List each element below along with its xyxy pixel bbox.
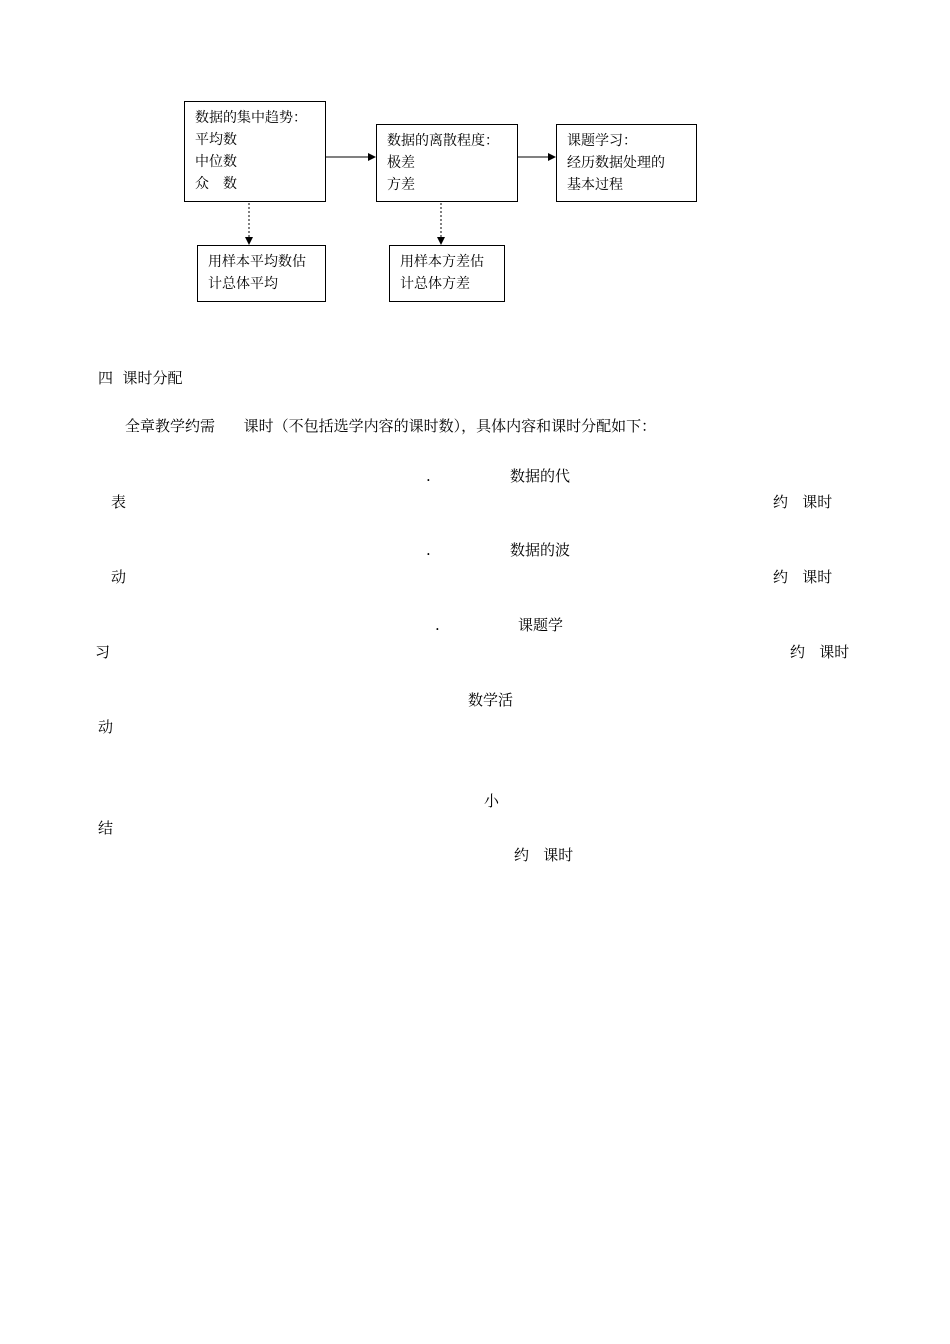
- schedule-item-title-cont: 动: [111, 568, 127, 586]
- box-estimate-variance-line: 用样本方差估: [400, 254, 484, 270]
- schedule-item-hours: 约 课时: [773, 493, 833, 511]
- box-central-tendency: [184, 101, 326, 202]
- box-dispersion-title: 数据的离散程度：: [387, 133, 499, 149]
- schedule-item-title-cont: 习: [95, 643, 111, 661]
- schedule-item-title: 数据的波: [510, 541, 571, 559]
- box-estimate-variance-line: 计总体方差: [400, 276, 470, 292]
- schedule-item-title: 小: [484, 792, 500, 810]
- box-estimate-variance: [389, 245, 505, 302]
- box-estimate-mean-line: 用样本平均数估: [208, 254, 306, 270]
- box-dispersion-item: 极差: [387, 155, 415, 171]
- section-intro: 全章教学约需 课时（不包括选学内容的课时数），具体内容和课时分配如下：: [125, 417, 657, 435]
- schedule-item-title: 数学活: [468, 691, 514, 709]
- box-topic-study: [556, 124, 697, 202]
- schedule-item-hours: 约 课时: [514, 846, 574, 864]
- schedule-item-title-cont: 表: [111, 493, 127, 511]
- schedule-item-title: 课题学: [518, 616, 564, 634]
- schedule-item-dot: .: [426, 467, 431, 485]
- box-topic-study-item: 经历数据处理的: [567, 155, 665, 171]
- box-estimate-mean: [197, 245, 326, 302]
- schedule-item-dot: .: [426, 541, 431, 559]
- schedule-item-hours: 约 课时: [773, 568, 833, 586]
- box-central-tendency-title: 数据的集中趋势：: [195, 110, 307, 126]
- box-central-tendency-item: 平均数: [195, 132, 237, 148]
- schedule-item-title-cont: 结: [98, 819, 114, 837]
- box-central-tendency-item: 众 数: [195, 176, 237, 192]
- box-dispersion-item: 方差: [387, 177, 415, 193]
- box-topic-study-item: 基本过程: [567, 177, 623, 193]
- box-estimate-mean-line: 计总体平均: [208, 276, 278, 292]
- section-heading: 四 课时分配: [98, 369, 183, 387]
- box-central-tendency-item: 中位数: [195, 154, 237, 170]
- box-dispersion: [376, 124, 518, 202]
- schedule-item-dot: .: [435, 616, 440, 634]
- schedule-item-title-cont: 动: [98, 718, 114, 736]
- box-topic-study-title: 课题学习：: [567, 133, 637, 149]
- schedule-item-hours: 约 课时: [790, 643, 850, 661]
- schedule-item-title: 数据的代: [510, 467, 571, 485]
